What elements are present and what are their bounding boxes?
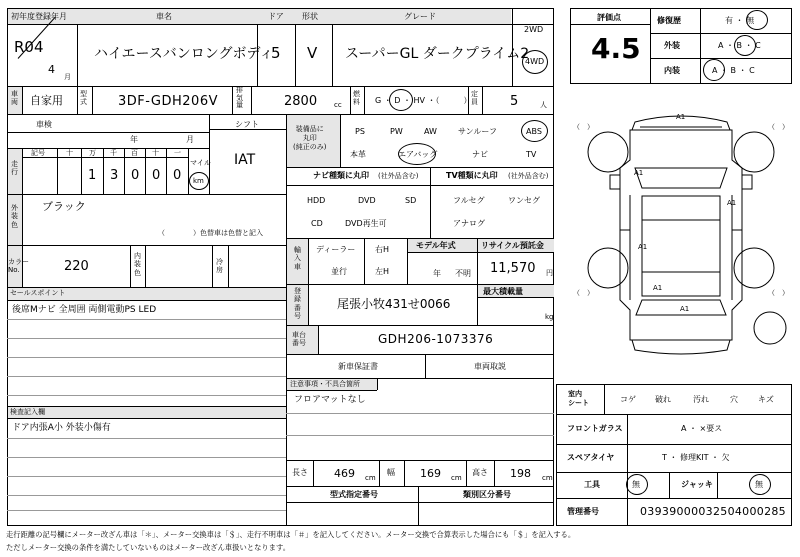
model-year-unit: 年 (433, 269, 441, 278)
equip-abs: ABS (526, 127, 542, 136)
color-number-label: カラー No. (8, 258, 29, 275)
month-unit: 月 (64, 73, 71, 81)
equip-navi: ナビ (472, 150, 488, 159)
sales-point-value: 後席Mナビ 全周囲 両側電動PS LED (12, 305, 157, 315)
length-unit: cm (365, 474, 376, 482)
digit-header-code: 記号 (31, 149, 45, 157)
mileage-label: 走 行 (11, 160, 18, 177)
handle-right: 右H (375, 245, 390, 254)
shape-label: 形状 (302, 12, 318, 21)
first-registration-label: 初年度登録年月 (11, 12, 67, 21)
exterior-color-label: 外 装 色 (11, 204, 18, 229)
equip-airbag: エアバッグ (398, 150, 438, 159)
model-label: 型 式 (80, 90, 87, 107)
interior-grade-options: A ・ B ・ C (712, 66, 755, 75)
equip-tv: TV (526, 150, 537, 159)
digit-header-hyaku: 百 (131, 149, 138, 157)
digit-header-man: 万 (89, 149, 96, 157)
tv-oneseg: ワンセグ (508, 196, 540, 205)
digit-header-sen: 千 (110, 149, 117, 157)
sales-point-label: セールスポイント (10, 289, 66, 297)
damage-mark: A1 (638, 243, 648, 251)
km-label: km (193, 177, 204, 185)
recycle-label: リサイクル預託金 (481, 241, 544, 250)
mileage-digit: 0 (173, 168, 182, 183)
damage-mark: A1 (676, 113, 686, 121)
tire-bracket: （ ） (768, 123, 789, 131)
capacity-value: 5 (510, 94, 519, 109)
windshield-label: フロントガラス (567, 424, 623, 433)
inspection-label: 車検 (36, 120, 52, 129)
equip-ps: PS (355, 127, 365, 136)
jack-label: ジャッキ (681, 480, 713, 489)
vehicle-manual: 車両取説 (474, 362, 506, 371)
navi-type-sub: (社外品含む) (378, 172, 419, 180)
import-label: 輸 入 車 (294, 246, 301, 271)
navi-hdd: HDD (307, 196, 326, 205)
door-count: 5 (271, 44, 281, 62)
inspection-month: 月 (186, 135, 194, 144)
height-label: 高さ (472, 468, 488, 477)
fuel-diesel-circle (389, 89, 413, 111)
jack-value: 無 (755, 480, 763, 489)
capacity-label: 定 員 (471, 90, 478, 107)
repair-history-options: 有 ・ 無 (725, 16, 755, 25)
seat-tear: 破れ (655, 395, 671, 404)
navi-dvd-playback: DVD再生可 (345, 219, 387, 228)
repair-history-label: 修復歴 (657, 16, 681, 25)
inspection-year: 年 (130, 135, 138, 144)
seat-scratch: キズ (758, 395, 774, 404)
new-car-warranty: 新車保証書 (338, 362, 378, 371)
width-label: 幅 (387, 468, 395, 477)
car-name-value: ハイエースバンロングボディ (94, 46, 274, 62)
exterior-grade-options: A ・ B ・ C (718, 41, 761, 50)
length-value: 469 (334, 467, 355, 480)
spare-tire-options: T ・ 修理KIT ・ 欠 (662, 453, 730, 462)
windshield-options: A ・ ×要ス (681, 424, 723, 433)
car-damage-diagram (570, 100, 792, 368)
tire-bracket: （ ） (573, 123, 594, 131)
chassis-number-label: 車台 番号 (292, 331, 306, 348)
registration-era-year: R04 (14, 38, 44, 56)
seat-stain: 汚れ (693, 395, 709, 404)
mileage-digit: 3 (110, 168, 119, 183)
notice-label: 注意事項・不具合箇所 (290, 380, 360, 388)
interior-a-circle (703, 59, 725, 81)
yen-unit: 円 (546, 269, 553, 277)
exterior-grade-label: 外装 (664, 41, 680, 50)
tire-bracket: （ ） (573, 289, 594, 297)
width-value: 169 (420, 467, 441, 480)
digit-header-juu: 十 (152, 149, 159, 157)
person-unit: 人 (540, 101, 547, 109)
length-label: 長さ (292, 468, 308, 477)
air-con-label: 冷 房 (216, 258, 223, 275)
notice-value: フロアマットなし (294, 395, 366, 405)
seat-burn: コゲ (620, 395, 636, 404)
mile-label: マイル (190, 159, 211, 167)
import-dealer: ディーラー (316, 245, 356, 254)
score-value: 4.5 (591, 32, 641, 65)
seat-label: 室内 シート (568, 390, 589, 408)
management-number-value: 03939000032504000285 (640, 505, 786, 518)
exterior-b-circle (734, 35, 756, 56)
mileage-digit: 0 (152, 168, 161, 183)
seat-hole: 穴 (730, 395, 738, 404)
tools-label: 工具 (584, 480, 600, 489)
navi-cd: CD (311, 219, 323, 228)
color-change-note: （ ）色替車は色替と記入 (158, 229, 263, 237)
cc-unit: cc (334, 101, 342, 109)
spare-tire-label: スペアタイヤ (567, 453, 615, 462)
import-parallel: 並行 (331, 267, 347, 276)
tv-type-sub: (社外品含む) (508, 172, 549, 180)
equip-aw: AW (424, 127, 437, 136)
use-label: 車 両 (11, 90, 18, 107)
score-label: 評価点 (597, 13, 621, 22)
shape-value: V (307, 44, 318, 62)
height-unit: cm (542, 474, 553, 482)
class-category-label: 類別区分番号 (463, 490, 511, 499)
tv-fullseg: フルセグ (453, 196, 485, 205)
inspection-note-label: 検査記入欄 (10, 408, 45, 416)
grade-value: スーパーGL ダークプライム2 (345, 46, 530, 62)
management-number-label: 管理番号 (567, 507, 599, 516)
equipment-label: 装備品に 丸印 (純正のみ) (293, 125, 327, 152)
fuel-label: 燃 料 (353, 90, 360, 107)
height-value: 198 (510, 467, 531, 480)
damage-mark: A1 (727, 199, 737, 207)
recycle-value: 11,570 (490, 261, 536, 276)
footer-note: 走行距離の記号欄にメーター改ざん車は「＊」、メーター交換車は「＄」、走行不明車は「＃」を記入してください。メーター交換で合算表示した場合にも「＄」を記入する。 (6, 530, 576, 539)
navi-type-label: ナビ種類に丸印 (313, 171, 369, 180)
interior-color-label: 内 装 色 (134, 252, 141, 277)
use-value: 自家用 (30, 94, 63, 107)
navi-sd: SD (405, 196, 417, 205)
registration-month: 4 (48, 63, 55, 76)
type-designation-label: 型式指定番号 (330, 490, 378, 499)
tools-value: 無 (632, 480, 640, 489)
tv-type-label: TV種類に丸印 (446, 171, 498, 180)
exterior-color-value: ブラック (42, 200, 86, 213)
drive-2wd: 2WD (524, 25, 544, 34)
registration-plate: 尾張小牧431せ0066 (337, 297, 451, 311)
door-label: ドア (268, 12, 284, 21)
footer-note: ただしメーター交換の条件を満たしていないものはメーター改ざん車扱いとなります。 (6, 543, 290, 552)
chassis-number-value: GDH206-1073376 (378, 332, 494, 346)
equip-pw: PW (390, 127, 403, 136)
shift-value: IAT (234, 152, 256, 168)
registration-number-label: 登 録 番 号 (294, 287, 301, 321)
shift-label: シフト (235, 120, 259, 129)
inspection-note-value: ドア内張A小 外装小傷有 (12, 423, 111, 433)
model-code: 3DF-GDH206V (118, 94, 218, 109)
digit-header-ichi: 一 (174, 149, 181, 157)
color-number-value: 220 (64, 259, 89, 274)
equip-leather: 本革 (350, 150, 366, 159)
mileage-digit: 1 (88, 168, 97, 183)
fuel-options: G ・ D ・ HV ・（ ） (375, 96, 472, 105)
displacement-label: 排 気 量 (236, 86, 243, 110)
damage-mark: A1 (653, 284, 663, 292)
grade-label: グレード (404, 12, 436, 21)
displacement-value: 2800 (284, 94, 318, 109)
repair-none-circle (746, 10, 768, 30)
damage-mark: A1 (634, 169, 644, 177)
digit-header-ten-man: 十 (66, 149, 73, 157)
damage-mark: A1 (680, 305, 690, 313)
interior-grade-label: 内装 (664, 66, 680, 75)
model-year-unknown: 不明 (455, 269, 471, 278)
handle-left: 左H (375, 267, 390, 276)
navi-dvd: DVD (358, 196, 376, 205)
drive-4wd: 4WD (525, 57, 545, 66)
mileage-digit: 0 (131, 168, 140, 183)
max-load-label: 最大積載量 (483, 287, 523, 296)
car-name-label: 車名 (156, 12, 172, 21)
equip-sunroof: サンルーフ (458, 127, 497, 136)
model-year-label: モデル年式 (416, 241, 456, 250)
tv-analog: アナログ (453, 219, 485, 228)
kg-unit: kg (545, 313, 554, 321)
width-unit: cm (451, 474, 462, 482)
tire-bracket: （ ） (768, 289, 789, 297)
